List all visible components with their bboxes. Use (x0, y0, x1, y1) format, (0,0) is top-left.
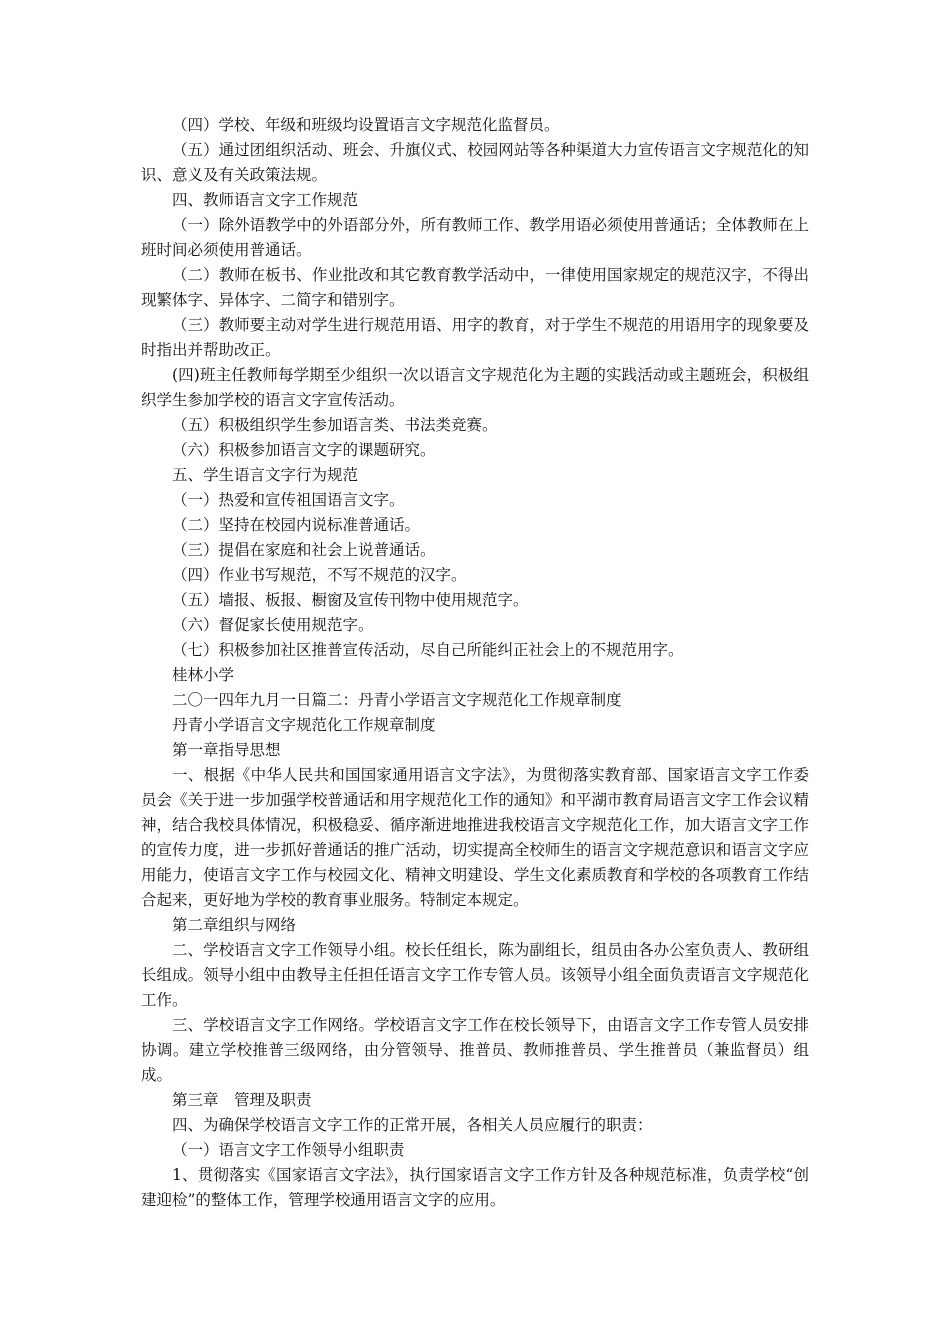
list-item-student-2: （二）坚持在校园内说标准普通话。 (172, 516, 421, 534)
paragraph-teacher-characters: （二）教师在板书、作业批改和其它教育教学活动中，一律使用国家规定的规范汉字，不得出现繁体字、异体字、二简字和错别字。 (141, 266, 809, 309)
paragraph-teacher-putonghua: （一）除外语教学中的外语部分外，所有教师工作、教学用语必须使用普通话；全体教师在上班时间必须使用普通话。 (141, 216, 809, 259)
section-heading-student-norms: 五、学生语言文字行为规范 (172, 466, 359, 484)
subheading-group-duties: （一）语言文字工作领导小组职责 (172, 1141, 405, 1159)
paragraph-research: （六）积极参加语言文字的课题研究。 (172, 441, 436, 459)
list-item-student-3: （三）提倡在家庭和社会上说普通话。 (172, 541, 436, 559)
document-title: 丹青小学语言文字规范化工作规章制度 (172, 716, 436, 734)
signature-school: 桂林小学 (172, 666, 235, 684)
list-item-student-6: （六）督促家长使用规范字。 (172, 616, 374, 634)
paragraph-competitions: （五）积极组织学生参加语言类、书法类竞赛。 (172, 416, 498, 434)
document-body (141, 113, 809, 1213)
paragraph-work-network: 三、学校语言文字工作网络。学校语言文字工作在校长领导下，由语言文字工作专管人员安排协调。建立学校推普三级网络，由分管领导、推普员、教师推普员、学生推普员（兼监督员）组成。 (141, 1016, 809, 1084)
chapter-heading-3: 第三章 管理及职责 (172, 1091, 312, 1109)
paragraph-duties-intro: 四、为确保学校语言文字工作的正常开展，各相关人员应履行的职责： (172, 1116, 653, 1134)
date-and-part-two-title: 二〇一四年九月一日篇二：丹青小学语言文字规范化工作规章制度 (172, 691, 622, 709)
paragraph-duty-1: 1、贯彻落实《国家语言文字法》，执行国家语言文字工作方针及各种规范标准，负责学校“创建迎检”的整体工作，管理学校通用语言文字的应用。 (141, 1166, 809, 1209)
section-heading-teacher-norms: 四、教师语言文字工作规范 (172, 191, 359, 209)
chapter-heading-1: 第一章指导思想 (172, 741, 281, 759)
paragraph-guiding-ideology: 一、根据《中华人民共和国国家通用语言文字法》，为贯彻落实教育部、国家语言文字工作委员会《关于进一步加强学校普通话和用字规范化工作的通知》和平湖市教育局语言文字工作会议精神，结合我校具体情况，积极稳妥、循序渐进地推进我校语言文字规范化工作，加大语言文字工作的宣传力度，进一步抓好普通话的推广活动，切实提高全校师生的语言文字规范意识和语言文字应用能力，使语言文字工作与校园文化、精神文明建设、学生文化素质教育和学校的各项教育工作结合起来，更好地为学校的教育事业服务。特制定本规定。 (141, 766, 809, 909)
list-item-student-5: （五）墙报、板报、橱窗及宣传刊物中使用规范字。 (172, 591, 529, 609)
paragraph-publicity: （五）通过团组织活动、班会、升旗仪式、校园网站等各种渠道大力宣传语言文字规范化的知识、意义及有关政策法规。 (141, 141, 809, 184)
list-item-student-4: （四）作业书写规范，不写不规范的汉字。 (172, 566, 467, 584)
paragraph-class-teacher: (四)班主任教师每学期至少组织一次以语言文字规范化为主题的实践活动或主题班会，积极组织学生参加学校的语言文字宣传活动。 (141, 366, 809, 409)
list-item-student-1: （一）热爱和宣传祖国语言文字。 (172, 491, 405, 509)
paragraph-leadership-group: 二、学校语言文字工作领导小组。校长任组长，陈为副组长，组员由各办公室负责人、教研组长组成。领导小组中由教导主任担任语言文字工作专管人员。该领导小组全面负责语言文字规范化工作。 (141, 941, 809, 1009)
chapter-heading-2: 第二章组织与网络 (172, 916, 297, 934)
paragraph-teacher-education: （三）教师要主动对学生进行规范用语、用字的教育，对于学生不规范的用语用字的现象要及时指出并帮助改正。 (141, 316, 809, 359)
paragraph-supervisor: （四）学校、年级和班级均设置语言文字规范化监督员。 (172, 116, 560, 134)
list-item-student-7: （七）积极参加社区推普宣传活动，尽自己所能纠正社会上的不规范用字。 (172, 641, 684, 659)
